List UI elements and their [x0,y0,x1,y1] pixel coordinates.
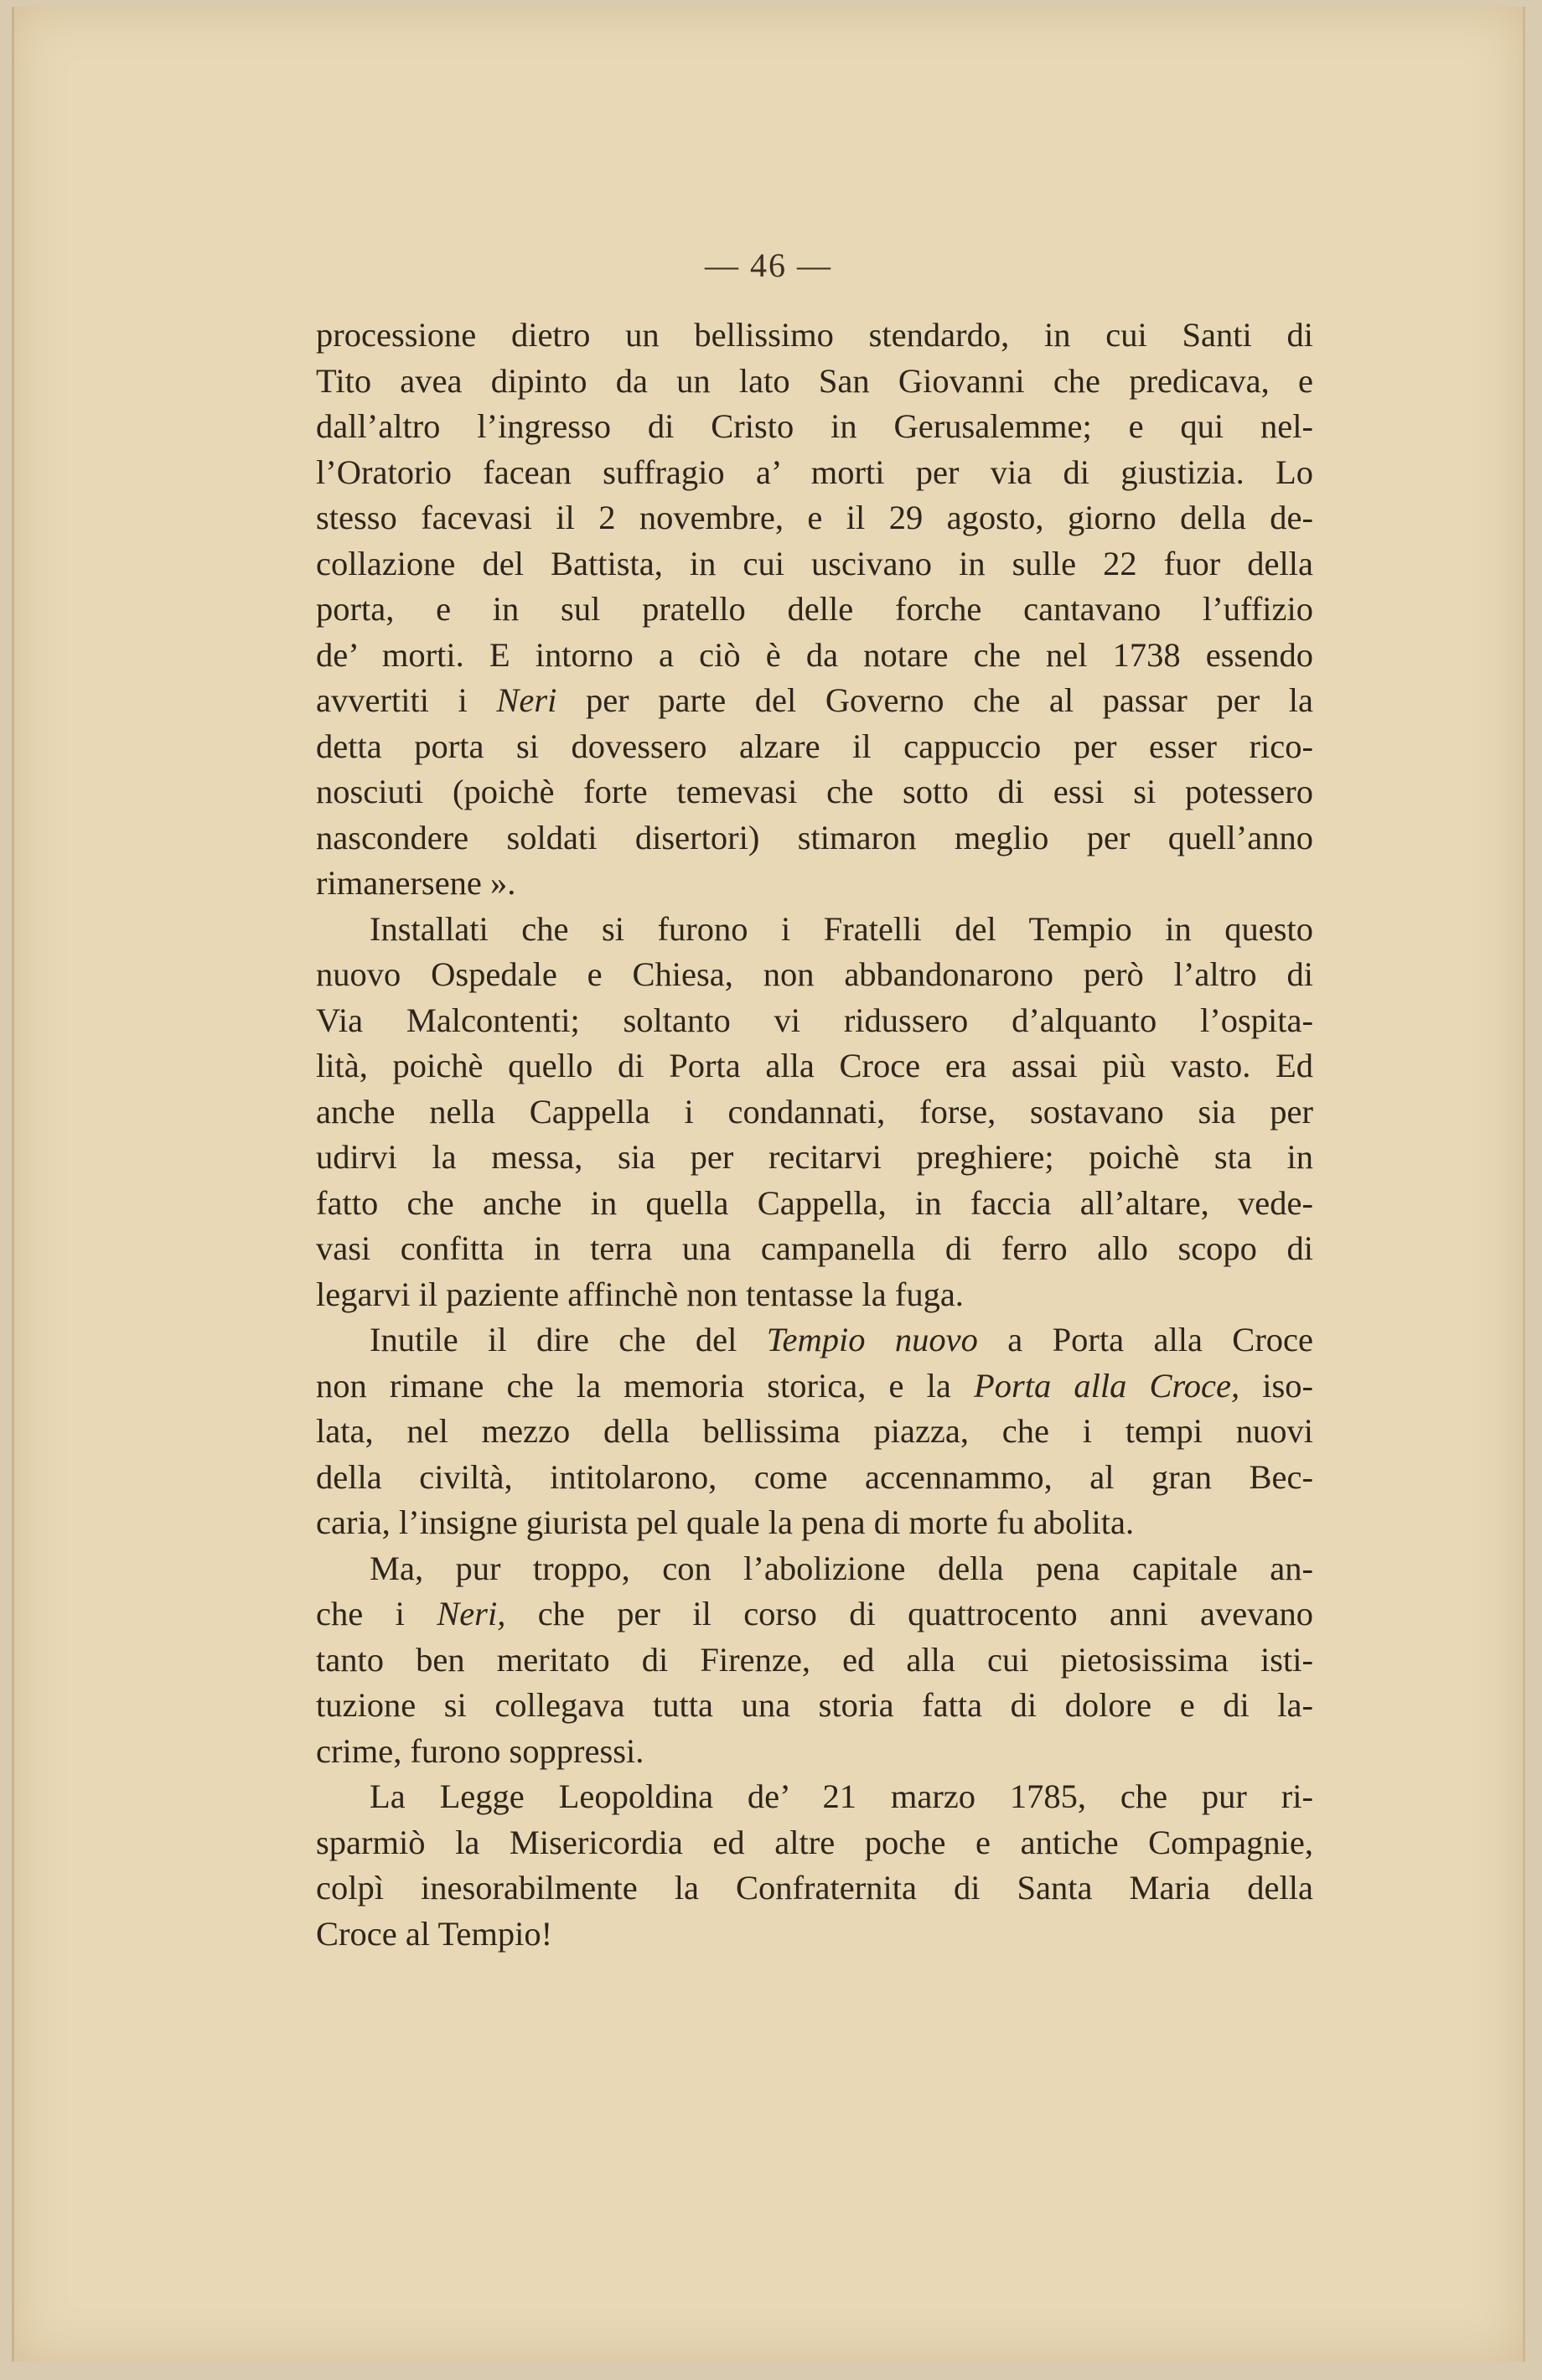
text-line [316,769,1313,815]
text-run: porta, e in sul pratello delle forche cantavano l’uffizio [316,590,1313,628]
text-line [316,1272,1313,1318]
text-line [316,359,1313,405]
text-line [316,1409,1313,1455]
text-line [316,1043,1313,1089]
paragraph [316,313,1313,907]
text-run: a Porta alla Croce [977,1321,1314,1358]
text-run: La Legge Leopoldina de’ 21 marzo 1785, che pur ri- [370,1777,1313,1815]
paragraph [316,1546,1313,1775]
text-line [316,495,1313,541]
text-run: de’ morti. E intorno a ciò è da notare che nel 1738 essendo [316,635,1313,674]
text-run: tanto ben meritato di Firenze, ed alla cui pietosissima isti- [316,1640,1313,1679]
text-run: rimanersene ». [316,864,516,902]
text-run: Via Malcontenti; soltanto vi ridussero d’alquanto l’ospita- [316,1001,1313,1039]
text-line [316,1591,1313,1638]
text-run: Ma, pur troppo, con l’abolizione della pena capitale an- [370,1549,1313,1587]
text-line [316,1181,1313,1227]
text-run: processione dietro un bellissimo stendardo, in cui Santi di [316,316,1313,354]
text-line [316,1912,1313,1958]
italic-text: Porta alla Croce, [973,1366,1240,1405]
text-line [316,1638,1313,1684]
text-run: nuovo Ospedale e Chiesa, non abbandonarono però l’altro di [316,955,1313,993]
text-run: sparmiò la Misericordia ed altre poche e antiche Compagnie, [316,1823,1313,1861]
text-line [316,450,1313,496]
body-text [316,313,1313,1957]
text-line [316,952,1313,998]
text-line [316,1729,1313,1775]
text-run: nascondere soldati disertori) stimaron meglio per quell’anno [316,818,1313,856]
text-run: non rimane che la memoria storica, e la [316,1366,974,1405]
text-run: che per il corso di quattrocento anni avevano [505,1595,1313,1632]
text-run: crime, furono soppressi. [316,1731,644,1770]
paragraph [316,1317,1313,1546]
text-run: Inutile il dire che del [370,1321,767,1358]
text-line [316,1317,1313,1363]
text-line [316,541,1313,587]
book-page [12,7,1525,2362]
text-run: lata, nel mezzo della bellissima piazza, che i tempi nuovi [316,1412,1313,1450]
text-run: vasi confitta in terra una campanella di ferro allo scopo di [316,1229,1313,1267]
page-number: — 46 — [705,246,832,284]
italic-text: Neri, [437,1595,506,1632]
text-run: l’Oratorio facean suffragio a’ morti per via di giustizia. Lo [316,453,1313,491]
text-line [316,587,1313,633]
text-run: udirvi la messa, sia per recitarvi preghiere; poichè sta in [316,1138,1313,1176]
text-line [316,861,1313,907]
text-run: Tito avea dipinto da un lato San Giovanni che predicava, e [316,361,1313,400]
text-line [316,1774,1313,1820]
text-line [316,1683,1313,1729]
text-line [316,1546,1313,1592]
text-run: della civiltà, intitolarono, come accennammo, al gran Bec- [316,1457,1313,1496]
italic-text: Neri [496,681,557,719]
text-run: lità, poichè quello di Porta alla Croce era assai più vasto. Ed [316,1047,1313,1084]
text-run: Installati che si furono i Fratelli del Tempio in questo [370,909,1313,948]
text-run: Croce al Tempio! [316,1914,553,1953]
text-line [316,1226,1313,1272]
text-line [316,1363,1313,1410]
text-line [316,1865,1313,1912]
text-run: legarvi il paziente affinchè non tentasse la fuga. [316,1275,964,1313]
text-line [316,1089,1313,1136]
text-line [316,313,1313,359]
text-line [316,404,1313,450]
text-run: collazione del Battista, in cui uscivano in sulle 22 fuor della [316,544,1313,582]
text-run: stesso facevasi il 2 novembre, e il 29 agosto, giorno della de- [316,499,1313,536]
text-run: per parte del Governo che al passar per la [556,681,1313,719]
text-run: iso- [1239,1366,1313,1405]
text-run: avvertiti i [316,681,497,719]
text-line [316,1455,1313,1501]
text-run: detta porta si dovessero alzare il cappuccio per esser rico- [316,727,1313,765]
paragraph [316,1774,1313,1957]
text-line [316,815,1313,861]
text-run: anche nella Cappella i condannati, forse, sostavano sia per [316,1092,1313,1130]
text-run: tuzione si collegava tutta una storia fatta di dolore e di la- [316,1686,1313,1724]
text-run: che i [316,1595,437,1632]
text-line [316,633,1313,679]
text-line [316,907,1313,953]
paragraph [316,907,1313,1318]
text-run: dall’altro l’ingresso di Cristo in Gerusalemme; e qui nel- [316,407,1313,445]
text-line [316,998,1313,1044]
text-line [316,1820,1313,1866]
italic-text: Tempio nuovo [766,1321,978,1358]
text-run: nosciuti (poichè forte temevasi che sotto di essi si potessero [316,773,1313,810]
text-line [316,724,1313,770]
text-line [316,1500,1313,1546]
text-run: colpì inesorabilmente la Confraternita di Santa Maria della [316,1869,1313,1907]
text-run: fatto che anche in quella Cappella, in faccia all’altare, vede- [316,1183,1313,1222]
text-line [316,1135,1313,1181]
text-line [316,678,1313,724]
text-run: caria, l’insigne giurista pel quale la pena di morte fu abolita. [316,1503,1135,1541]
